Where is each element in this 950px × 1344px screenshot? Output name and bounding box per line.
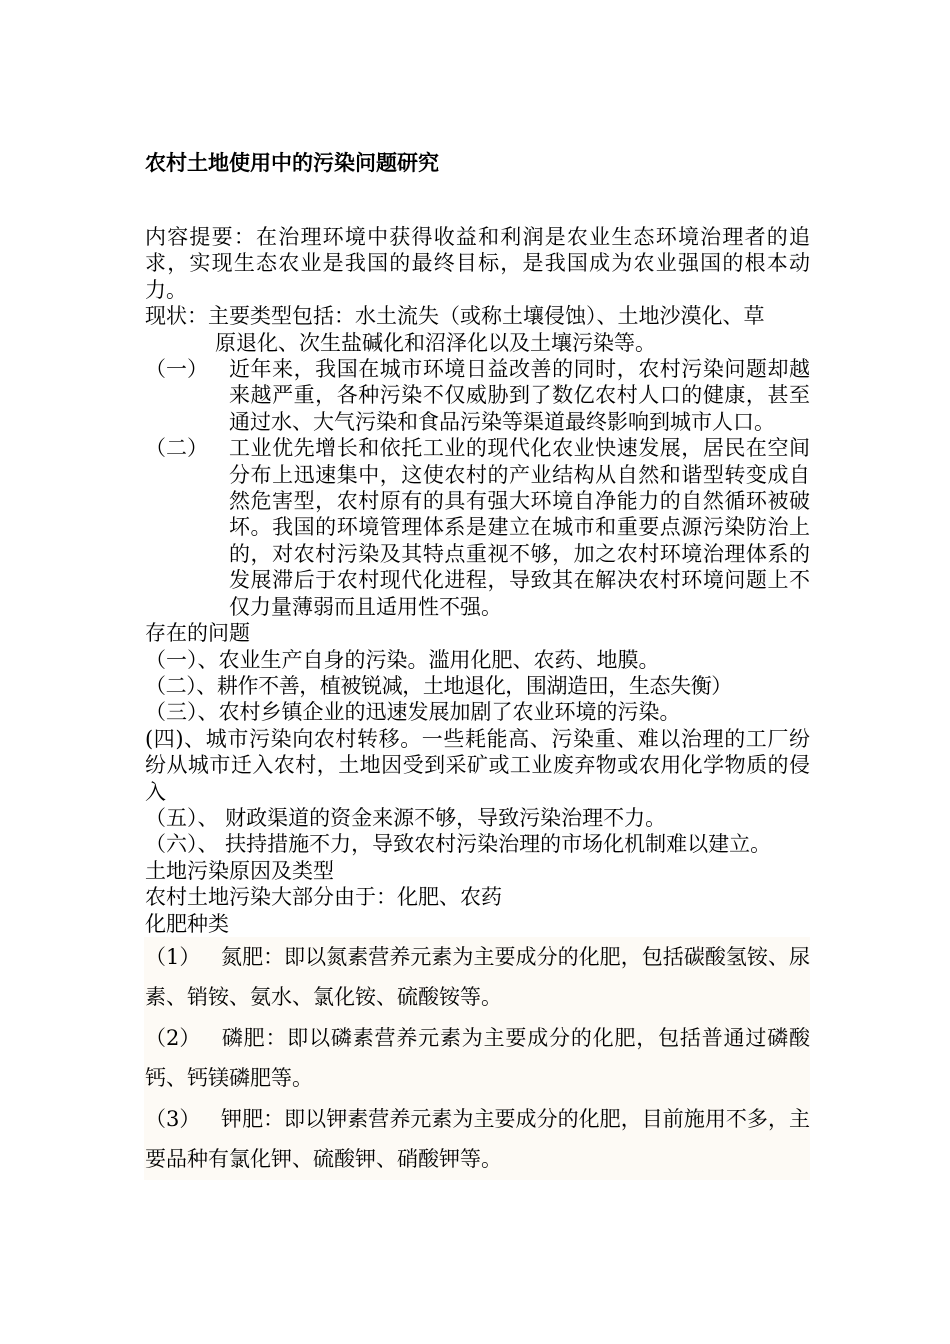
fertilizer-item [145, 1099, 810, 1180]
abstract: 内容提要：在治理环境中获得收益和利润是农业生态环境治理者的追求，实现生态农业是我国的最终目标，是我国成为农业强国的根本动力。 [145, 225, 810, 302]
status-paragraph [145, 303, 810, 356]
fertilizer-item [145, 1018, 810, 1099]
fertilizer-label: （1） [145, 944, 201, 969]
document-title: 农村土地使用中的污染问题研究 [145, 151, 439, 175]
status-item-text: 近年来，我国在城市环境日益改善的同时，农村污染问题却越来越严重，各种污染不仅威胁到了数亿农村人口的健康，甚至通过水、大气污染和食品污染等渠道最终影响到城市人口。 [229, 357, 810, 434]
fertilizer-text: 钾肥：即以钾素营养元素为主要成分的化肥，目前施用不多，主要品种有氯化钾、硫酸钾、硝酸钾等。 [145, 1106, 810, 1172]
fertilizer-item [145, 937, 810, 1018]
causes-text: 农村土地污染大部分由于：化肥、农药 [145, 885, 502, 910]
problem-item: （六）、 扶持措施不力，导致农村污染治理的市场化机制难以建立。 [145, 832, 772, 857]
fertilizer-label: （3） [145, 1106, 201, 1131]
fertilizer-heading: 化肥种类 [145, 911, 229, 936]
causes-heading: 土地污染原因及类型 [145, 858, 334, 883]
status-item-label: （一） [145, 357, 208, 382]
status-lead: 现状：主要类型包括：水土流失（或称土壤侵蚀）、土地沙漠化、草 [145, 304, 765, 329]
problem-item: （三）、农村乡镇企业的迅速发展加剧了农业环境的污染。 [145, 700, 681, 725]
status-continuation: 原退化、次生盐碱化和沼泽化以及土壤污染等。 [215, 330, 656, 355]
fertilizer-label: （2） [145, 1025, 201, 1050]
fertilizer-list [144, 937, 810, 1180]
status-item [145, 356, 810, 435]
document-body [145, 224, 810, 1180]
status-item-label: （二） [145, 436, 208, 461]
problem-item: （五）、 财政渠道的资金来源不够，导致污染治理不力。 [145, 805, 667, 830]
status-item-text: 工业优先增长和依托工业的现代化农业快速发展，居民在空间分布上迅速集中，这使农村的产业结构从自然和谐型转变成自然危害型，农村原有的具有强大环境自净能力的自然循环被破坏。我国的环境管理体系是建立在城市和重要点源污染防治上的，对农村污染及其特点重视不够，加之农村环境治理体系的发展滞后于农村现代化进程，导致其在解决农村环境问题上不仅力量薄弱而且适用性不强。 [229, 436, 810, 619]
problems-heading: 存在的问题 [145, 621, 250, 646]
problem-item: （一）、农业生产自身的污染。滥用化肥、农药、地膜。 [145, 647, 660, 672]
problem-item: (四)、城市污染向农村转移。一些耗能高、污染重、难以治理的工厂纷纷从城市迁入农村，土地因受到采矿或工业废弃物或农用化学物质的侵入 [145, 726, 810, 804]
problem-item: （二）、耕作不善，植被锐减，土地退化，围湖造田，生态失衡） [145, 673, 732, 698]
fertilizer-text: 磷肥：即以磷素营养元素为主要成分的化肥，包括普通过磷酸钙、钙镁磷肥等。 [145, 1025, 810, 1091]
fertilizer-text: 氮肥：即以氮素营养元素为主要成分的化肥，包括碳酸氢铵、尿素、销铵、氨水、氯化铵、硫酸铵等。 [145, 944, 810, 1010]
status-item [145, 435, 810, 620]
